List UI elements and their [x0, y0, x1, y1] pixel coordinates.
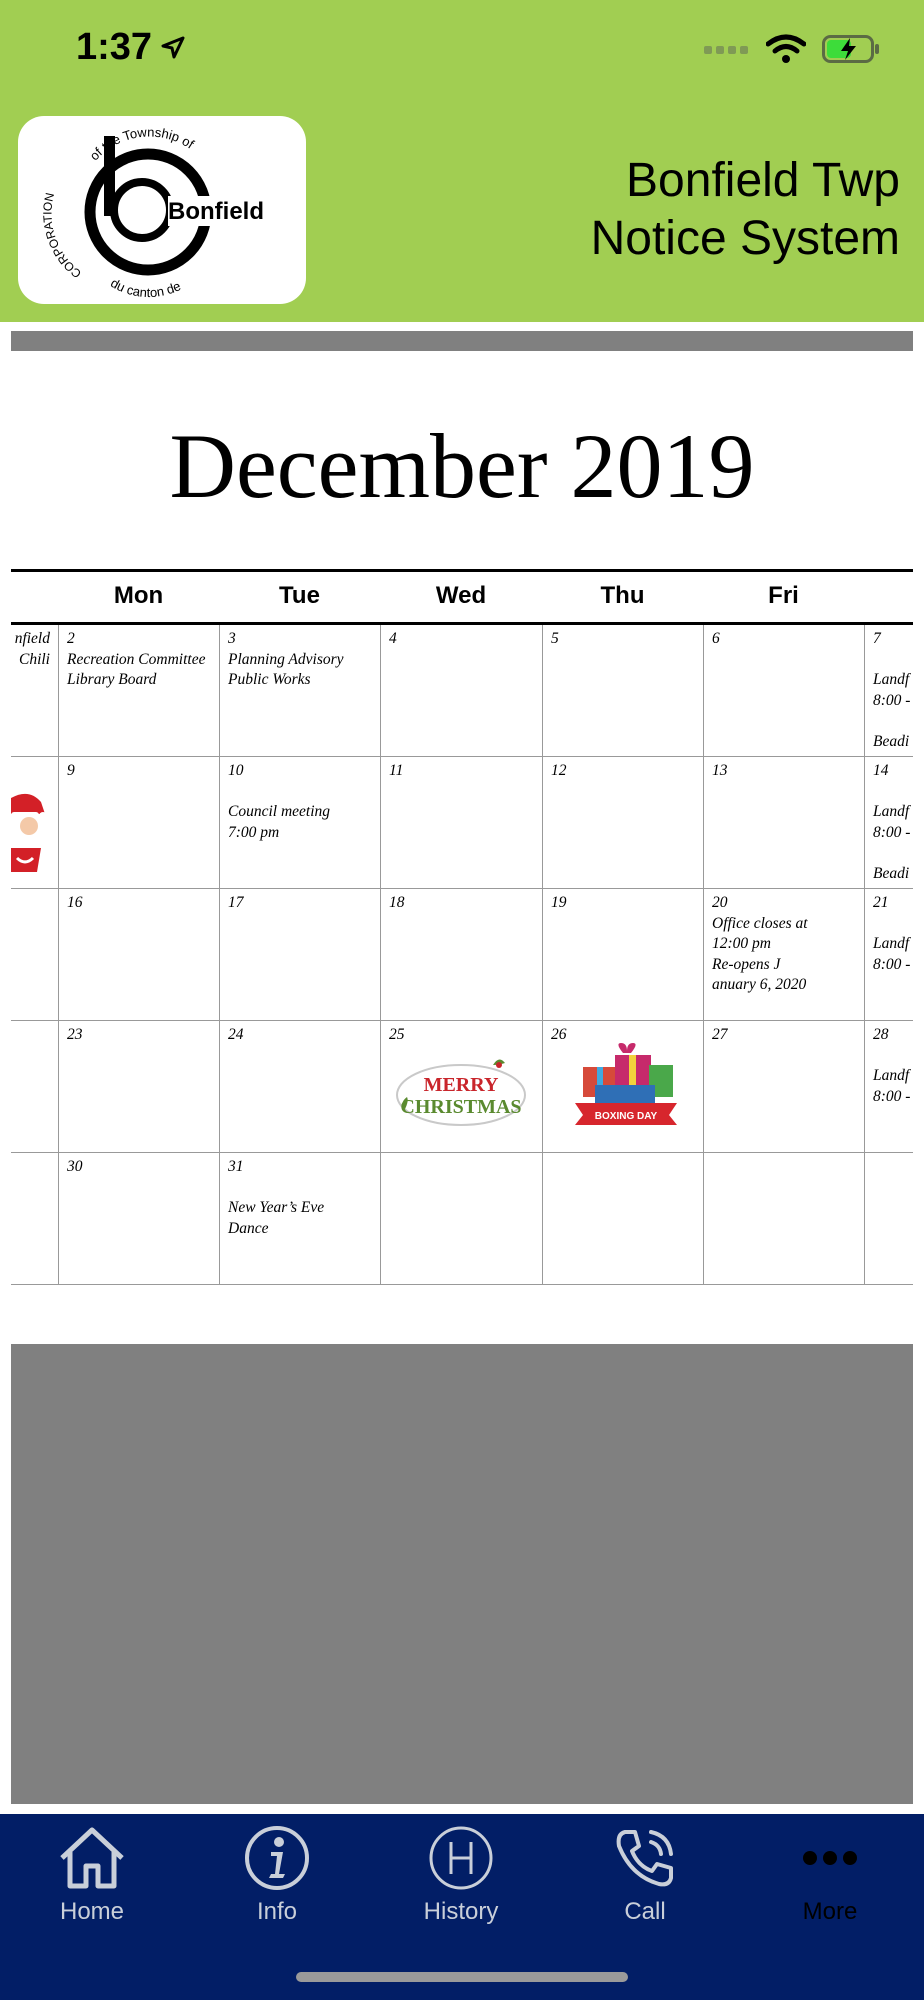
calendar-day-number: 9 — [67, 762, 75, 779]
calendar-event-text: Council meeting — [228, 803, 331, 820]
calendar-event-text: Planning Advisory — [228, 650, 344, 668]
phone-icon — [611, 1824, 679, 1892]
calendar-day-number: 27 — [712, 1026, 728, 1043]
calendar-day-cell[interactable] — [58, 1021, 219, 1153]
calendar-event-text — [228, 1178, 372, 1199]
more-icon — [796, 1824, 864, 1892]
calendar-day-number: 14 — [873, 762, 889, 779]
day-header-fri: Fri — [768, 582, 799, 609]
tab-more[interactable] — [738, 1814, 922, 1934]
calendar-day-cell[interactable] — [864, 625, 913, 757]
calendar-day-number: 24 — [228, 1026, 244, 1043]
calendar-day-cell[interactable] — [219, 625, 380, 757]
calendar-event-text: nfield — [14, 630, 50, 647]
calendar-day-cell[interactable] — [11, 1021, 58, 1153]
status-time — [76, 26, 186, 69]
merry-christmas-image-icon — [391, 1051, 531, 1131]
battery-charging-icon — [822, 35, 880, 63]
app-title-line2: Notice System — [590, 212, 900, 265]
calendar-day-cell[interactable] — [11, 1153, 58, 1285]
calendar-event-text: Beadi — [873, 864, 910, 882]
calendar-event-text: Landf — [873, 935, 910, 952]
calendar-day-cell[interactable] — [11, 625, 58, 757]
location-arrow-icon — [160, 35, 186, 61]
app-title-line1: Bonfield Twp — [626, 154, 900, 207]
divider-bar — [11, 331, 913, 351]
calendar-day-number: 30 — [67, 1158, 83, 1175]
app-title — [480, 152, 900, 268]
calendar-day-cell[interactable] — [703, 757, 864, 889]
calendar-day-number: 21 — [873, 894, 889, 911]
calendar-event-text: Re-opens J — [712, 955, 781, 973]
calendar-event-text: Public Works — [228, 671, 311, 688]
santa-image-icon — [11, 788, 47, 872]
calendar-day-number: 6 — [712, 630, 720, 647]
calendar-view[interactable] — [11, 351, 913, 1341]
calendar-event-text: Library Board — [67, 671, 157, 688]
calendar-day-cell[interactable] — [58, 1153, 219, 1285]
tab-info[interactable] — [185, 1814, 369, 1934]
day-header-mon: Mon — [113, 582, 164, 609]
calendar-month-title: December 2019 — [169, 415, 755, 517]
calendar-event-text: Recreation Committee — [67, 650, 206, 668]
calendar-event-text — [873, 1046, 913, 1067]
boxing-day-image-icon — [571, 1041, 681, 1133]
history-icon — [427, 1824, 495, 1892]
calendar-day-number: 11 — [389, 762, 404, 779]
township-logo — [18, 116, 306, 304]
calendar-event-text: 8:00 - — [873, 823, 911, 841]
calendar-day-cell[interactable] — [864, 889, 913, 1021]
tab-more-label: More — [802, 1898, 858, 1925]
calendar-event-text — [873, 914, 913, 935]
calendar-day-number: 12 — [551, 762, 567, 779]
calendar-day-cell[interactable] — [703, 889, 864, 1021]
calendar-day-number: 17 — [228, 894, 244, 911]
calendar-day-number: 23 — [67, 1026, 83, 1043]
calendar-day-cell[interactable] — [542, 625, 703, 757]
home-icon — [56, 1824, 128, 1892]
signal-icon — [704, 43, 750, 55]
tab-home-label: Home — [59, 1898, 125, 1925]
calendar-day-cell[interactable] — [864, 1021, 913, 1153]
calendar-event-text — [873, 711, 913, 732]
calendar-event-text: Landf — [873, 803, 910, 820]
status-indicators — [704, 34, 880, 64]
calendar-day-cell[interactable] — [703, 625, 864, 757]
calendar-event-text: Landf — [873, 671, 910, 688]
calendar-day-cell[interactable] — [542, 757, 703, 889]
calendar-day-cell[interactable] — [542, 889, 703, 1021]
calendar-day-number: 10 — [228, 762, 244, 779]
calendar-day-cell[interactable] — [219, 1153, 380, 1285]
calendar-day-cell[interactable] — [219, 757, 380, 889]
calendar-day-number: 4 — [389, 630, 397, 647]
calendar-event-text: 7:00 pm — [228, 823, 280, 841]
calendar-day-cell[interactable] — [219, 889, 380, 1021]
calendar-event-text: Chili — [18, 650, 50, 668]
svg-text:MERRY: MERRY — [423, 1074, 499, 1096]
tab-history[interactable] — [369, 1814, 553, 1934]
calendar-day-cell[interactable] — [219, 1021, 380, 1153]
day-header-thu: Thu — [600, 582, 645, 609]
calendar-top-rule — [11, 569, 913, 572]
calendar-day-cell[interactable] — [542, 1153, 703, 1285]
svg-text:BOXING DAY: BOXING DAY — [594, 1111, 658, 1122]
calendar-day-cell[interactable] — [380, 757, 542, 889]
calendar-event-text: 8:00 - — [873, 691, 911, 709]
info-icon — [243, 1824, 311, 1892]
calendar-day-number: 7 — [873, 630, 881, 647]
svg-text:CORPORATION: CORPORATION — [40, 191, 84, 281]
calendar-event-text: 8:00 - — [873, 1087, 911, 1105]
calendar-day-cell[interactable] — [58, 625, 219, 757]
calendar-day-number: 3 — [228, 630, 236, 647]
tab-call-label: Call — [624, 1898, 666, 1925]
calendar-day-number: 26 — [551, 1026, 567, 1043]
home-indicator[interactable] — [296, 1972, 628, 1982]
calendar-day-cell[interactable] — [380, 889, 542, 1021]
calendar-day-number: 19 — [551, 894, 567, 911]
svg-text:Bonfield: Bonfield — [168, 198, 264, 225]
day-header-wed: Wed — [435, 582, 487, 609]
calendar-day-number: 20 — [712, 894, 728, 911]
calendar-day-cell[interactable] — [11, 889, 58, 1021]
bonfield-seal-icon — [18, 116, 306, 304]
calendar-day-number: 31 — [228, 1158, 244, 1175]
wifi-icon — [766, 34, 806, 64]
tab-home[interactable] — [0, 1814, 184, 1934]
calendar-day-cell[interactable] — [58, 757, 219, 889]
calendar-event-text: Office closes at — [712, 914, 808, 932]
calendar-day-number: 18 — [389, 894, 405, 911]
calendar-event-text — [873, 650, 913, 671]
calendar-day-cell[interactable] — [864, 1153, 913, 1285]
calendar-event-text — [873, 843, 913, 864]
svg-text:CHRISTMAS: CHRISTMAS — [400, 1096, 522, 1118]
calendar-day-cell[interactable] — [703, 1021, 864, 1153]
calendar-day-number: 13 — [712, 762, 728, 779]
calendar-day-number: 28 — [873, 1026, 889, 1043]
calendar-event-text: 8:00 - — [873, 955, 911, 973]
content-placeholder-panel — [11, 1344, 913, 1804]
calendar-event-text: Beadi — [873, 732, 910, 750]
tab-call[interactable] — [553, 1814, 737, 1934]
calendar-event-text: Landf — [873, 1067, 910, 1084]
calendar-event-text: 12:00 pm — [712, 935, 771, 952]
calendar-event-text: anuary 6, 2020 — [712, 976, 807, 993]
calendar-day-cell[interactable] — [703, 1153, 864, 1285]
calendar-event-text — [873, 782, 913, 803]
tab-info-label: Info — [256, 1898, 298, 1925]
calendar-event-text: New Year’s Eve — [228, 1199, 325, 1216]
calendar-day-number: 2 — [67, 630, 75, 647]
status-time-text: 1:37 — [76, 26, 153, 68]
calendar-day-number: 16 — [67, 894, 83, 911]
calendar-event-text: Dance — [228, 1219, 269, 1237]
calendar-day-cell[interactable] — [380, 1153, 542, 1285]
calendar-day-headers — [11, 573, 913, 619]
day-header-tue: Tue — [279, 582, 320, 609]
calendar-day-number: 5 — [551, 630, 559, 647]
calendar-event-text — [228, 782, 372, 803]
svg-text:of the Township of: of the Township of — [86, 124, 197, 164]
calendar-grid — [11, 625, 913, 1285]
calendar-day-cell[interactable] — [58, 889, 219, 1021]
svg-text:du canton de: du canton de — [108, 275, 183, 301]
calendar-day-number: 25 — [389, 1026, 405, 1043]
calendar-day-cell[interactable] — [864, 757, 913, 889]
app-header — [0, 0, 924, 322]
calendar-day-cell[interactable] — [380, 625, 542, 757]
tab-history-label: History — [423, 1898, 499, 1925]
